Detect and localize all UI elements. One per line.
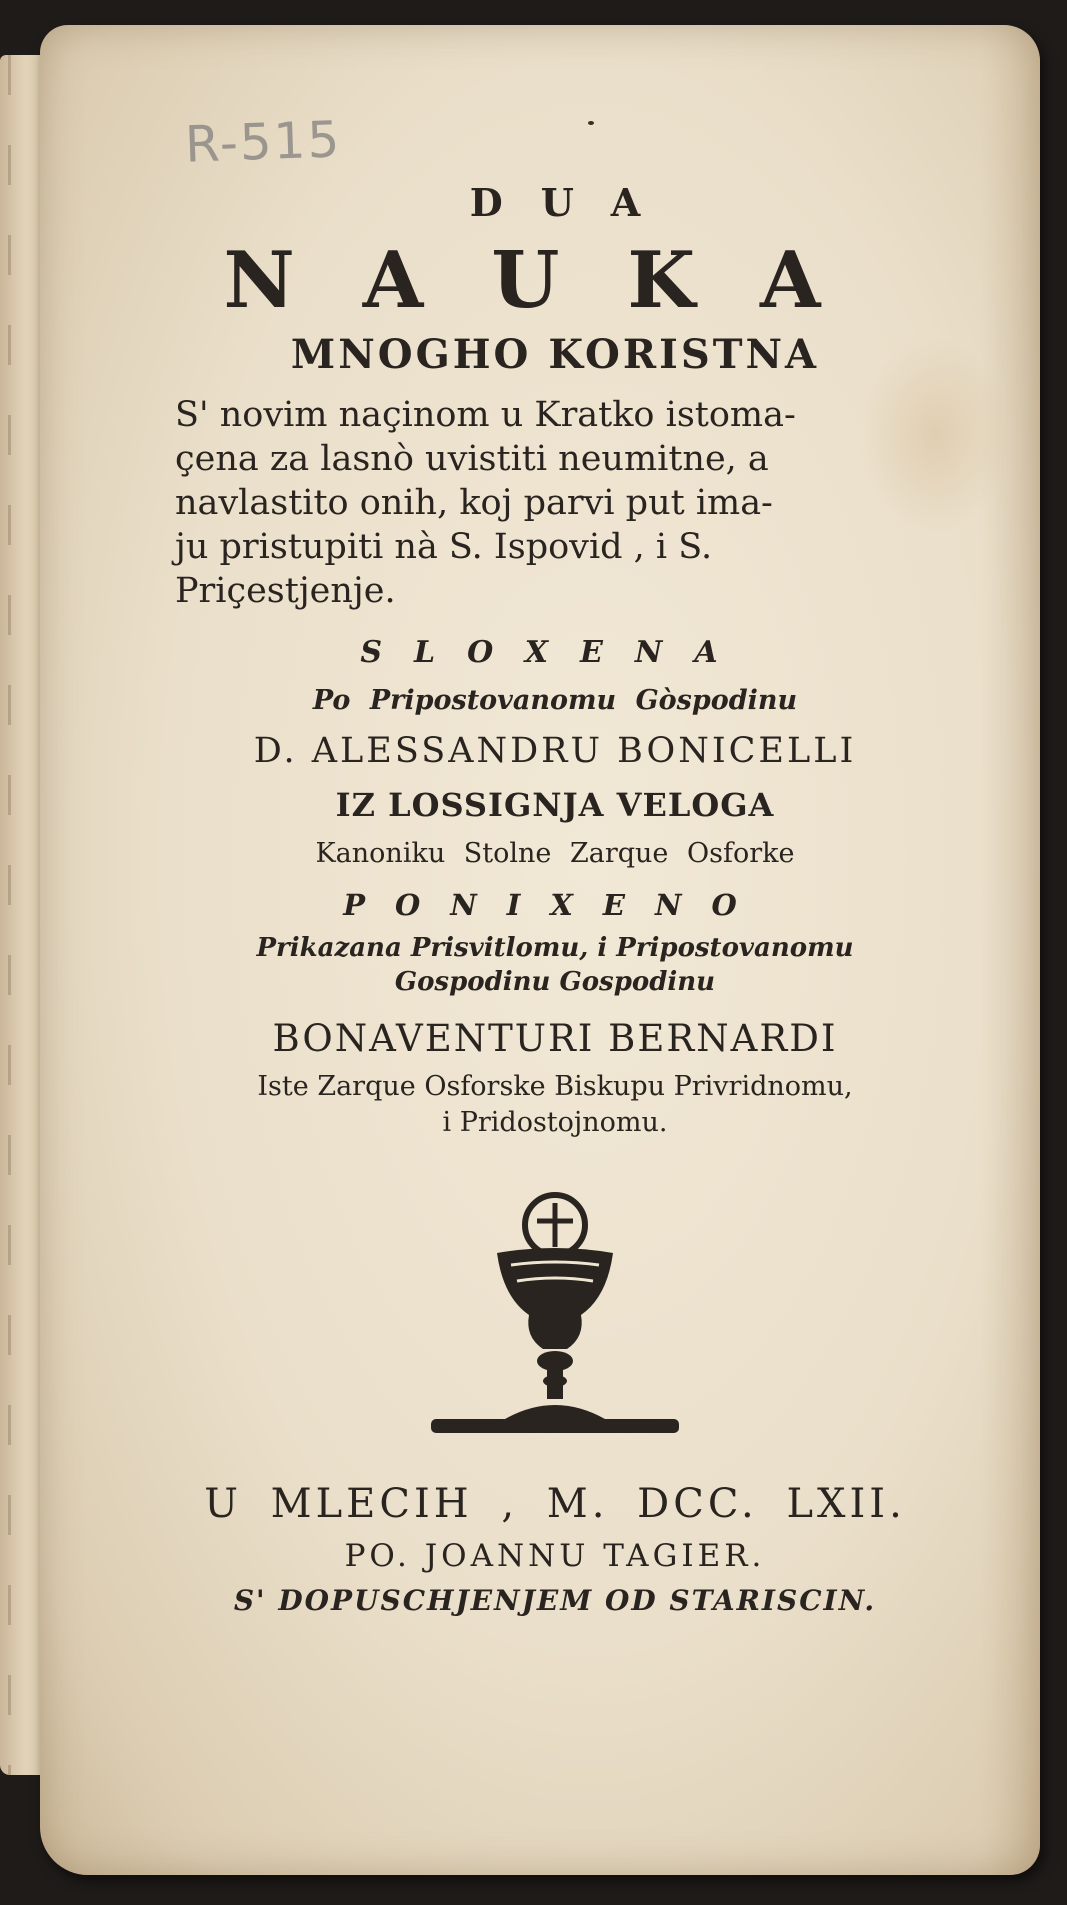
author-intro: Po Pripostovanomu Gòspodinu xyxy=(312,685,798,716)
description-paragraph xyxy=(175,393,935,613)
description-line: navlastito onih, koj parvi put ima- xyxy=(175,483,773,523)
sloxena-heading: SLOXENA xyxy=(360,635,750,670)
title-page xyxy=(40,25,1040,1875)
ponixeno-heading: PONIXENO xyxy=(343,888,767,922)
dedication-line: Prikazana Prisvitlomu, i Pripostovanomu xyxy=(256,933,854,963)
description-line: ju pristupiti nà S. Ispovid , i S. xyxy=(175,527,713,567)
author-title: Kanoniku Stolne Zarque Osforke xyxy=(315,838,795,869)
description-line: Priçestjenje. xyxy=(175,571,396,611)
imprint-license: S' DOPUSCHJENJEM OD STARISCIN. xyxy=(233,1584,877,1617)
chalice-with-host-icon xyxy=(425,1185,685,1445)
imprint-printer: PO. JOANNU TAGIER. xyxy=(344,1538,766,1574)
title-line-dua: DUA xyxy=(469,180,679,225)
ink-speck xyxy=(588,121,594,125)
imprint-place-date: U MLECIH , M. DCC. LXII. xyxy=(204,1481,906,1527)
title-line-nauka: NAUKA xyxy=(223,235,889,326)
dedicatee-title: Iste Zarque Osforske Biskupu Privridnomu, xyxy=(257,1071,853,1102)
author-origin: IZ LOSSIGNJA VELOGA xyxy=(335,786,775,824)
title-text-block xyxy=(175,175,935,1623)
subtitle: MNOGHO KORISTNA xyxy=(290,331,820,378)
shelfmark-pencil: R-515 xyxy=(184,110,343,174)
description-line: S' novim naçinom u Kratko istoma- xyxy=(175,395,796,435)
description-line: çena za lasnò uvistiti neumitne, a xyxy=(175,439,769,479)
dedicatee-name: BONAVENTURI BERNARDI xyxy=(272,1017,838,1060)
dedication-line: Gospodinu Gospodinu xyxy=(394,967,716,997)
dedicatee-title: i Pridostojnomu. xyxy=(442,1107,668,1138)
author-name: D. ALESSANDRU BONICELLI xyxy=(253,731,857,771)
